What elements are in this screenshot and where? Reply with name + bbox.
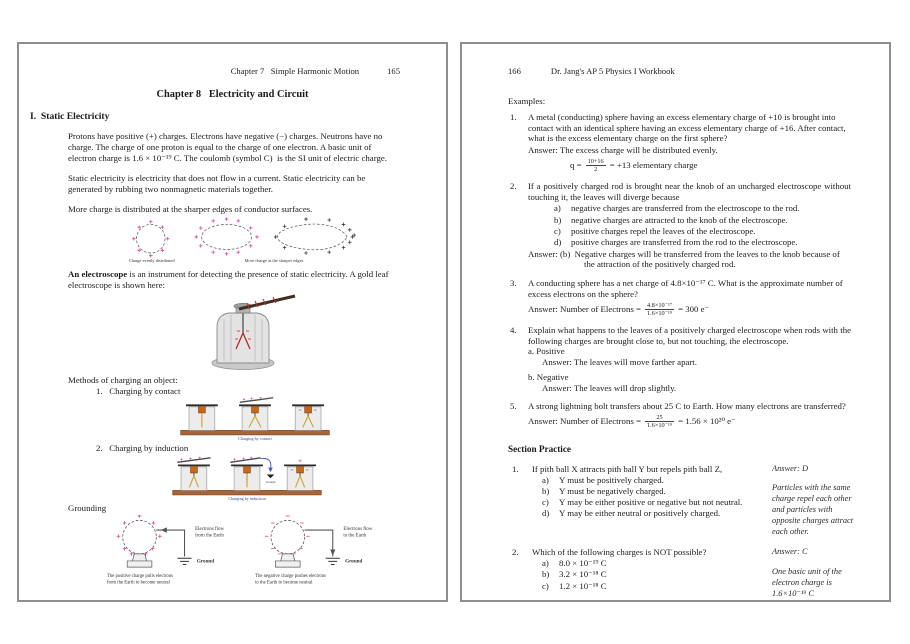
paragraph-static: Static electricity is electricity that does not flow in a current. Static electricity can be generated by rubbing two nonmagnetic materials together. — [68, 172, 366, 194]
sub-question-b: b. Negative — [528, 371, 569, 382]
wood-bar — [173, 491, 322, 496]
electron-flow-label: to the Earth — [343, 533, 367, 539]
electron-flow-label: from the Earth — [195, 533, 224, 539]
running-header-title: Dr. Jang's AP 5 Physics I Workbook — [550, 66, 675, 76]
ground-label: Ground — [196, 558, 215, 565]
example-body — [528, 325, 851, 393]
even-charge-circle — [136, 225, 165, 254]
option-letter: c) — [554, 225, 561, 236]
option-letter: b) — [542, 485, 550, 496]
question-text: If pith ball X attracts pith ball Y but repels pith ball Z, — [532, 463, 723, 474]
sphere-stand — [127, 554, 152, 567]
option-row — [554, 215, 851, 226]
option-text: 1.2 × 10⁻¹⁸ C — [559, 580, 607, 591]
option-row — [542, 558, 750, 569]
method-contact-label: Charging by contact — [109, 386, 181, 397]
electroscope-illustration — [191, 293, 303, 371]
practice-question-main — [512, 464, 750, 539]
formula-prefix: Answer: Number of Electrons = — [528, 416, 641, 427]
electroscope-knob — [252, 406, 259, 413]
electron-flow-label: Electrons flow — [195, 527, 225, 533]
section-heading: I. Static Electricity — [30, 111, 110, 122]
practice-question-1 — [512, 464, 859, 539]
ground-symbol — [267, 475, 275, 479]
fraction-denominator: 2 — [594, 166, 598, 174]
electroscope-knob — [191, 466, 198, 473]
paragraph-sharper-edges: More charge is distributed at the sharper edges of conductor surfaces. — [68, 203, 313, 214]
paragraph-charges: Protons have positive (+) charges. Electrons have negative (−) charges. Neutrons have no charge. The charge of one proton is equal to the charge of one electron. A basic unit of electron charge is 1.6 × 10⁻¹⁹ C. The coulomb (symbol C) is the SI unit of electric charge. — [68, 131, 387, 163]
example-item-4 — [510, 325, 851, 393]
grounding-caption: to the Earth to become neutral — [255, 580, 313, 586]
example-body — [528, 278, 851, 317]
fraction-denominator: 1.6×10⁻¹⁹ — [646, 309, 673, 317]
practice-answer: Answer: C — [772, 547, 808, 557]
example-number: 1. — [510, 112, 517, 122]
option-letter: b) — [542, 569, 550, 580]
practice-explanation: One basic unit of the electron charge is 1.6×10⁻¹⁹ C — [772, 566, 842, 598]
option-row — [554, 203, 851, 214]
option-letter: c) — [542, 497, 549, 508]
electroscope-term: An electroscope — [68, 269, 128, 280]
example-body — [528, 401, 851, 429]
option-text: Y may be either neutral or positively charged. — [559, 508, 721, 519]
formula-result: = 300 e⁻ — [678, 303, 710, 314]
example-body — [528, 112, 851, 173]
charge-diagram-caption-even: Charge evenly distributed — [128, 258, 175, 264]
induction-ground-label: Ground — [265, 480, 276, 485]
example-number: 2. — [510, 181, 517, 192]
practice-answer-column — [772, 464, 859, 539]
formula-result: = 1.56 × 10²⁰ e⁻ — [678, 416, 736, 427]
charging-by-contact-illustration — [179, 397, 331, 441]
example-number: 5. — [510, 401, 517, 412]
method-contact — [96, 386, 446, 396]
ground-wire — [156, 530, 184, 556]
option-letter: c) — [542, 580, 549, 591]
workbook-page-left — [17, 42, 448, 602]
paragraph-electroscope — [68, 269, 400, 291]
question-number: 1. — [512, 463, 519, 474]
sphere-stand — [275, 554, 300, 567]
option-row — [542, 581, 750, 592]
teardrop-shape — [277, 224, 347, 250]
practice-question — [512, 547, 750, 558]
option-letter: b) — [554, 214, 562, 225]
option-text: positive charges repel the leaves of the electroscope. — [571, 225, 756, 236]
sub-answer-a: Answer: The leaves will move farther apart. — [542, 357, 697, 368]
plus-marks-teardrop — [274, 218, 356, 255]
examples-heading: Examples: — [508, 96, 546, 106]
option-row — [542, 486, 750, 497]
option-row — [554, 237, 851, 248]
example-item-2 — [510, 181, 851, 270]
fraction — [645, 302, 674, 317]
fraction-numerator: 25 — [645, 414, 674, 422]
ground-symbol — [326, 559, 340, 565]
ground-wire-arrow — [261, 459, 271, 470]
option-letter: d) — [554, 236, 562, 247]
option-text: positive charges are transferred from the rod to the electroscope. — [571, 236, 798, 247]
charging-rod — [230, 458, 260, 463]
question-text: Which of the following charges is NOT possible? — [532, 547, 707, 558]
option-row — [542, 569, 750, 580]
sub-question-a: a. Positive — [528, 346, 565, 357]
question-number: 2. — [512, 547, 519, 558]
formula-prefix: q = — [570, 160, 582, 171]
example-text: A conducting sphere has a net charge of 4.8×10⁻¹⁷ C. What is the approximate number of excess electrons on the sphere? — [528, 278, 843, 299]
electroscope-knob — [297, 466, 304, 473]
page-number: 166 — [508, 66, 521, 76]
methods-heading: Methods of charging an object: — [68, 375, 178, 386]
option-text: Y may be either positive or negative but not neutral. — [559, 497, 743, 508]
fraction-numerator: 10+16 — [587, 157, 604, 165]
charged-rod — [239, 296, 295, 309]
option-text: 8.0 × 10⁻¹⁹ C — [559, 558, 607, 569]
practice-question-main — [512, 547, 750, 600]
option-text: negative charges are transferred from the electroscope to the rod. — [571, 203, 800, 214]
example-item-5 — [510, 401, 851, 429]
minus-marks — [265, 516, 310, 554]
fraction — [586, 158, 606, 173]
option-row — [542, 475, 750, 486]
charging-rod — [177, 458, 210, 463]
option-text: 3.2 × 10⁻¹⁸ C — [559, 569, 607, 580]
wood-bar — [181, 431, 330, 436]
running-header-chapter: Chapter 7 Simple Harmonic Motion — [230, 66, 360, 76]
fraction-denominator: 1.6×10⁻¹⁹ — [646, 422, 673, 430]
ground-wire — [305, 530, 333, 556]
example-text: A strong lightning bolt transfers about 25 C to Earth. How many electrons are transferred? — [528, 401, 846, 412]
practice-options — [542, 475, 750, 519]
option-row — [542, 508, 750, 519]
example-text: If a positively charged rod is brought near the knob of an uncharged electroscope without touching it, the leaves will diverge because — [528, 181, 851, 203]
option-letter: a) — [554, 203, 561, 214]
option-row — [554, 226, 851, 237]
electron-flow-arrow — [161, 528, 167, 533]
charging-by-induction-illustration — [171, 454, 323, 501]
plus-mark — [299, 460, 302, 463]
formula-result: = +13 elementary charge — [609, 160, 698, 171]
practice-options — [542, 558, 750, 591]
formula-prefix: Answer: Number of Electrons = — [528, 303, 641, 314]
electroscope-knob — [198, 406, 205, 413]
option-text: Y must be negatively charged. — [559, 485, 666, 496]
induction-caption: Charging by induction — [228, 496, 266, 502]
practice-answer: Answer: D — [772, 463, 809, 473]
section-practice-heading: Section Practice — [508, 443, 572, 454]
fraction — [645, 414, 674, 429]
chapter-title: Chapter 8 Electricity and Circuit — [156, 89, 309, 100]
example-formula — [570, 158, 851, 173]
practice-explanation: Particles with the same charge repel each other and particles with opposite charges attract each other. — [772, 483, 854, 537]
ellipse-shape — [202, 225, 252, 250]
electroscope-knob — [305, 406, 312, 413]
workbook-page-right — [460, 42, 891, 602]
option-text: Y must be positively charged. — [559, 474, 664, 485]
method-contact-number: 1. — [96, 386, 103, 397]
example-item-3 — [510, 278, 851, 317]
example-formula — [528, 414, 851, 429]
contact-caption: Charging by contact — [238, 436, 272, 442]
grounding-caption: The positive charge pulls electrons — [106, 574, 174, 580]
example-body — [528, 181, 851, 270]
example-formula — [528, 302, 851, 317]
grounding-caption: The negative charge pushes electrons — [255, 574, 326, 580]
ground-symbol — [177, 559, 191, 565]
option-text: negative charges are attracted to the knob of the electroscope. — [571, 214, 788, 225]
grounding-illustration — [91, 515, 391, 591]
example-answer: Answer: The excess charge will be distributed evenly. — [528, 145, 718, 156]
plus-marks-circle — [132, 220, 169, 257]
option-letter: a) — [542, 474, 549, 485]
arrowhead — [268, 468, 273, 473]
example-text: A metal (conducting) sphere having an excess elementary charge of +10 is brought into contact with an identical sphere having an excess elementary charge of +16. After contact, what is the excess elementary charge on the first sphere? — [528, 112, 846, 144]
grounding-caption: from the Earth to become neutral — [106, 580, 170, 586]
charge-diagram-caption-sharper: More charge at the sharper edges — [244, 258, 304, 264]
fraction-numerator: 4.8×10⁻¹⁷ — [646, 301, 673, 309]
running-header — [68, 66, 400, 76]
example-text: Explain what happens to the leaves of a positively charged electroscope when rods with the following charges are brought close to, but not touching, the electroscope. — [528, 325, 851, 346]
page-number: 165 — [387, 66, 400, 76]
electroscope-definition: is an instrument for detecting the presence of static electricity. A gold leaf electroscope is shown here: — [68, 269, 389, 291]
example-item-1 — [510, 112, 851, 173]
method-induction-label: Charging by induction — [109, 443, 189, 454]
electron-flow-arrow — [330, 550, 335, 556]
option-letter: a) — [542, 558, 549, 569]
example-number: 4. — [510, 325, 517, 335]
example-answer: Answer: (b) Negative charges will be transferred from the leaves to the knob because of the attraction of the positively charged rod. — [528, 248, 840, 270]
method-induction — [96, 443, 446, 453]
plus-marks-ellipse — [194, 218, 258, 256]
sub-answer-b: Answer: The leaves will drop slightly. — [542, 382, 677, 393]
method-induction-number: 2. — [96, 443, 103, 454]
electron-flow-label: Electrons flow — [343, 527, 373, 533]
plus-marks — [117, 515, 162, 556]
charging-rod — [240, 398, 273, 403]
running-header — [508, 66, 851, 76]
grounding-heading: Grounding — [68, 503, 107, 514]
example-number: 3. — [510, 278, 517, 289]
option-row — [542, 497, 750, 508]
option-letter: d) — [542, 508, 550, 519]
electroscope-knob — [244, 466, 251, 473]
ground-label: Ground — [345, 558, 363, 565]
practice-question — [512, 464, 750, 475]
practice-answer-column — [772, 547, 859, 600]
charge-distribution-diagram — [124, 217, 356, 264]
practice-question-2 — [512, 547, 859, 600]
